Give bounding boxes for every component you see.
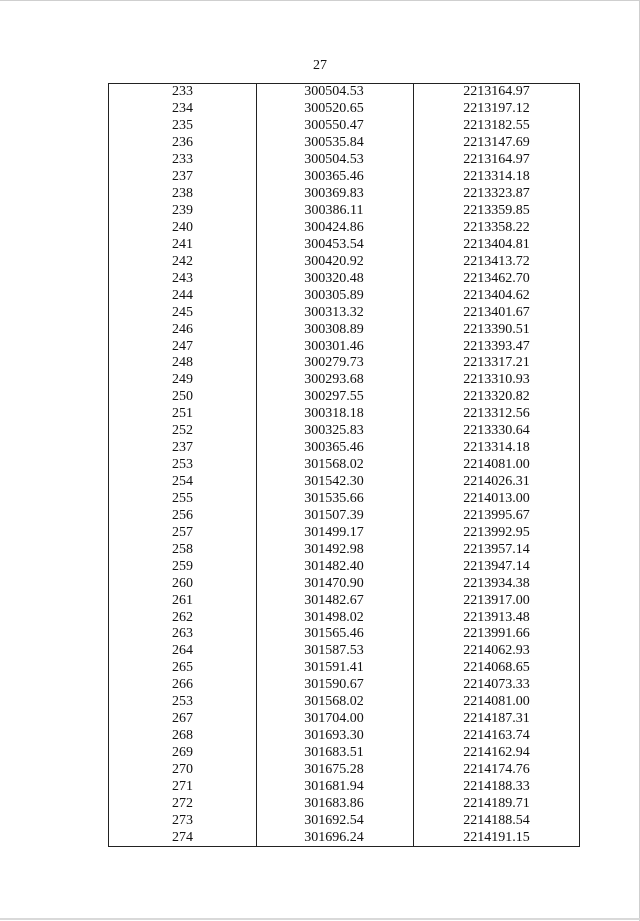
point-number-cell: 233	[109, 152, 257, 169]
y-coordinate-cell: 2213913.48	[414, 609, 580, 626]
table-row	[109, 304, 580, 321]
y-coordinate-cell: 2213314.18	[414, 440, 580, 457]
y-coordinate-cell: 2213401.67	[414, 304, 580, 321]
y-coordinate-cell: 2213404.81	[414, 236, 580, 253]
y-coordinate-cell: 2214081.00	[414, 694, 580, 711]
y-coordinate-cell: 2213404.62	[414, 287, 580, 304]
point-number-cell: 266	[109, 677, 257, 694]
y-coordinate-cell: 2213359.85	[414, 203, 580, 220]
scan-edge-bottom	[0, 918, 640, 920]
point-number-cell: 253	[109, 694, 257, 711]
table-row	[109, 643, 580, 660]
point-number-cell: 267	[109, 711, 257, 728]
point-number-cell: 252	[109, 423, 257, 440]
y-coordinate-cell: 2213917.00	[414, 592, 580, 609]
table-row	[109, 203, 580, 220]
point-number-cell: 239	[109, 203, 257, 220]
y-coordinate-cell: 2213320.82	[414, 389, 580, 406]
table-row	[109, 795, 580, 812]
x-coordinate-cell: 301565.46	[257, 626, 414, 643]
table-row	[109, 186, 580, 203]
point-number-cell: 254	[109, 474, 257, 491]
y-coordinate-cell: 2213462.70	[414, 270, 580, 287]
x-coordinate-cell: 301591.41	[257, 660, 414, 677]
point-number-cell: 235	[109, 118, 257, 135]
table-row	[109, 592, 580, 609]
x-coordinate-cell: 301482.40	[257, 558, 414, 575]
table-row	[109, 169, 580, 186]
y-coordinate-cell: 2213358.22	[414, 220, 580, 237]
x-coordinate-cell: 301499.17	[257, 524, 414, 541]
x-coordinate-cell: 300279.73	[257, 355, 414, 372]
table-row	[109, 101, 580, 118]
table-row	[109, 694, 580, 711]
point-number-cell: 248	[109, 355, 257, 372]
x-coordinate-cell: 300305.89	[257, 287, 414, 304]
point-number-cell: 246	[109, 321, 257, 338]
point-number-cell: 269	[109, 745, 257, 762]
y-coordinate-cell: 2213314.18	[414, 169, 580, 186]
point-number-cell: 255	[109, 491, 257, 508]
point-number-cell: 257	[109, 524, 257, 541]
point-number-cell: 274	[109, 829, 257, 846]
table-row	[109, 406, 580, 423]
x-coordinate-cell: 300520.65	[257, 101, 414, 118]
point-number-cell: 262	[109, 609, 257, 626]
x-coordinate-cell: 301482.67	[257, 592, 414, 609]
point-number-cell: 272	[109, 795, 257, 812]
point-number-cell: 261	[109, 592, 257, 609]
point-number-cell: 250	[109, 389, 257, 406]
table-row	[109, 372, 580, 389]
point-number-cell: 249	[109, 372, 257, 389]
y-coordinate-cell: 2214026.31	[414, 474, 580, 491]
table-row	[109, 524, 580, 541]
point-number-cell: 241	[109, 236, 257, 253]
x-coordinate-cell: 300325.83	[257, 423, 414, 440]
y-coordinate-cell: 2214188.33	[414, 778, 580, 795]
y-coordinate-cell: 2214062.93	[414, 643, 580, 660]
y-coordinate-cell: 2213317.21	[414, 355, 580, 372]
table-row	[109, 778, 580, 795]
point-number-cell: 237	[109, 169, 257, 186]
point-number-cell: 264	[109, 643, 257, 660]
x-coordinate-cell: 301683.51	[257, 745, 414, 762]
y-coordinate-cell: 2213393.47	[414, 338, 580, 355]
x-coordinate-cell: 301507.39	[257, 507, 414, 524]
y-coordinate-cell: 2213413.72	[414, 253, 580, 270]
table-row	[109, 558, 580, 575]
table-row	[109, 338, 580, 355]
y-coordinate-cell: 2213197.12	[414, 101, 580, 118]
table-row	[109, 389, 580, 406]
table-row	[109, 660, 580, 677]
point-number-cell: 234	[109, 101, 257, 118]
coordinates-table	[108, 83, 580, 847]
table-row	[109, 507, 580, 524]
table-row	[109, 423, 580, 440]
x-coordinate-cell: 300550.47	[257, 118, 414, 135]
point-number-cell: 265	[109, 660, 257, 677]
table-row	[109, 626, 580, 643]
table-row	[109, 118, 580, 135]
table-row	[109, 541, 580, 558]
x-coordinate-cell: 301568.02	[257, 694, 414, 711]
x-coordinate-cell: 300320.48	[257, 270, 414, 287]
point-number-cell: 253	[109, 457, 257, 474]
x-coordinate-cell: 300365.46	[257, 440, 414, 457]
x-coordinate-cell: 301693.30	[257, 728, 414, 745]
x-coordinate-cell: 301498.02	[257, 609, 414, 626]
x-coordinate-cell: 300424.86	[257, 220, 414, 237]
table-row	[109, 677, 580, 694]
table-row	[109, 474, 580, 491]
x-coordinate-cell: 300504.53	[257, 84, 414, 101]
table-row	[109, 575, 580, 592]
x-coordinate-cell: 300308.89	[257, 321, 414, 338]
y-coordinate-cell: 2213323.87	[414, 186, 580, 203]
table-row	[109, 321, 580, 338]
x-coordinate-cell: 300386.11	[257, 203, 414, 220]
point-number-cell: 244	[109, 287, 257, 304]
y-coordinate-cell: 2213957.14	[414, 541, 580, 558]
point-number-cell: 273	[109, 812, 257, 829]
table-row	[109, 812, 580, 829]
y-coordinate-cell: 2213991.66	[414, 626, 580, 643]
table-row	[109, 457, 580, 474]
point-number-cell: 259	[109, 558, 257, 575]
table-row	[109, 152, 580, 169]
y-coordinate-cell: 2214073.33	[414, 677, 580, 694]
point-number-cell: 256	[109, 507, 257, 524]
point-number-cell: 270	[109, 762, 257, 779]
table-row	[109, 762, 580, 779]
x-coordinate-cell: 301568.02	[257, 457, 414, 474]
x-coordinate-cell: 301470.90	[257, 575, 414, 592]
x-coordinate-cell: 301492.98	[257, 541, 414, 558]
point-number-cell: 238	[109, 186, 257, 203]
point-number-cell: 242	[109, 253, 257, 270]
point-number-cell: 236	[109, 135, 257, 152]
x-coordinate-cell: 300420.92	[257, 253, 414, 270]
x-coordinate-cell: 300301.46	[257, 338, 414, 355]
y-coordinate-cell: 2213164.97	[414, 152, 580, 169]
table-row	[109, 220, 580, 237]
table-row	[109, 135, 580, 152]
y-coordinate-cell: 2213934.38	[414, 575, 580, 592]
point-number-cell: 233	[109, 84, 257, 101]
y-coordinate-cell: 2213312.56	[414, 406, 580, 423]
y-coordinate-cell: 2213330.64	[414, 423, 580, 440]
point-number-cell: 251	[109, 406, 257, 423]
table-row	[109, 829, 580, 846]
page-number: 27	[313, 58, 327, 73]
point-number-cell: 258	[109, 541, 257, 558]
x-coordinate-cell: 301683.86	[257, 795, 414, 812]
y-coordinate-cell: 2213310.93	[414, 372, 580, 389]
y-coordinate-cell: 2213182.55	[414, 118, 580, 135]
y-coordinate-cell: 2214191.15	[414, 829, 580, 846]
x-coordinate-cell: 300297.55	[257, 389, 414, 406]
y-coordinate-cell: 2214163.74	[414, 728, 580, 745]
y-coordinate-cell: 2214189.71	[414, 795, 580, 812]
table-row	[109, 253, 580, 270]
y-coordinate-cell: 2214187.31	[414, 711, 580, 728]
table-row	[109, 355, 580, 372]
x-coordinate-cell: 301704.00	[257, 711, 414, 728]
point-number-cell: 245	[109, 304, 257, 321]
table-row	[109, 609, 580, 626]
y-coordinate-cell: 2214068.65	[414, 660, 580, 677]
point-number-cell: 263	[109, 626, 257, 643]
y-coordinate-cell: 2214013.00	[414, 491, 580, 508]
y-coordinate-cell: 2213995.67	[414, 507, 580, 524]
table-row	[109, 745, 580, 762]
table-row	[109, 711, 580, 728]
point-number-cell: 268	[109, 728, 257, 745]
x-coordinate-cell: 300365.46	[257, 169, 414, 186]
y-coordinate-cell: 2214174.76	[414, 762, 580, 779]
scan-edge-top	[0, 0, 640, 1]
x-coordinate-cell: 301542.30	[257, 474, 414, 491]
table-row	[109, 270, 580, 287]
y-coordinate-cell: 2214162.94	[414, 745, 580, 762]
point-number-cell: 247	[109, 338, 257, 355]
x-coordinate-cell: 300453.54	[257, 236, 414, 253]
x-coordinate-cell: 300293.68	[257, 372, 414, 389]
x-coordinate-cell: 300318.18	[257, 406, 414, 423]
x-coordinate-cell: 300369.83	[257, 186, 414, 203]
coordinates-table-body	[109, 84, 580, 847]
y-coordinate-cell: 2214081.00	[414, 457, 580, 474]
point-number-cell: 271	[109, 778, 257, 795]
table-row	[109, 491, 580, 508]
y-coordinate-cell: 2213947.14	[414, 558, 580, 575]
x-coordinate-cell: 301535.66	[257, 491, 414, 508]
x-coordinate-cell: 301587.53	[257, 643, 414, 660]
y-coordinate-cell: 2213390.51	[414, 321, 580, 338]
y-coordinate-cell: 2213164.97	[414, 84, 580, 101]
x-coordinate-cell: 300313.32	[257, 304, 414, 321]
x-coordinate-cell: 301590.67	[257, 677, 414, 694]
x-coordinate-cell: 301681.94	[257, 778, 414, 795]
x-coordinate-cell: 301696.24	[257, 829, 414, 846]
x-coordinate-cell: 301692.54	[257, 812, 414, 829]
y-coordinate-cell: 2213147.69	[414, 135, 580, 152]
table-row	[109, 236, 580, 253]
y-coordinate-cell: 2214188.54	[414, 812, 580, 829]
x-coordinate-cell: 300535.84	[257, 135, 414, 152]
table-row	[109, 287, 580, 304]
table-row	[109, 728, 580, 745]
table-row	[109, 84, 580, 101]
point-number-cell: 260	[109, 575, 257, 592]
y-coordinate-cell: 2213992.95	[414, 524, 580, 541]
x-coordinate-cell: 301675.28	[257, 762, 414, 779]
point-number-cell: 237	[109, 440, 257, 457]
point-number-cell: 240	[109, 220, 257, 237]
point-number-cell: 243	[109, 270, 257, 287]
x-coordinate-cell: 300504.53	[257, 152, 414, 169]
table-row	[109, 440, 580, 457]
